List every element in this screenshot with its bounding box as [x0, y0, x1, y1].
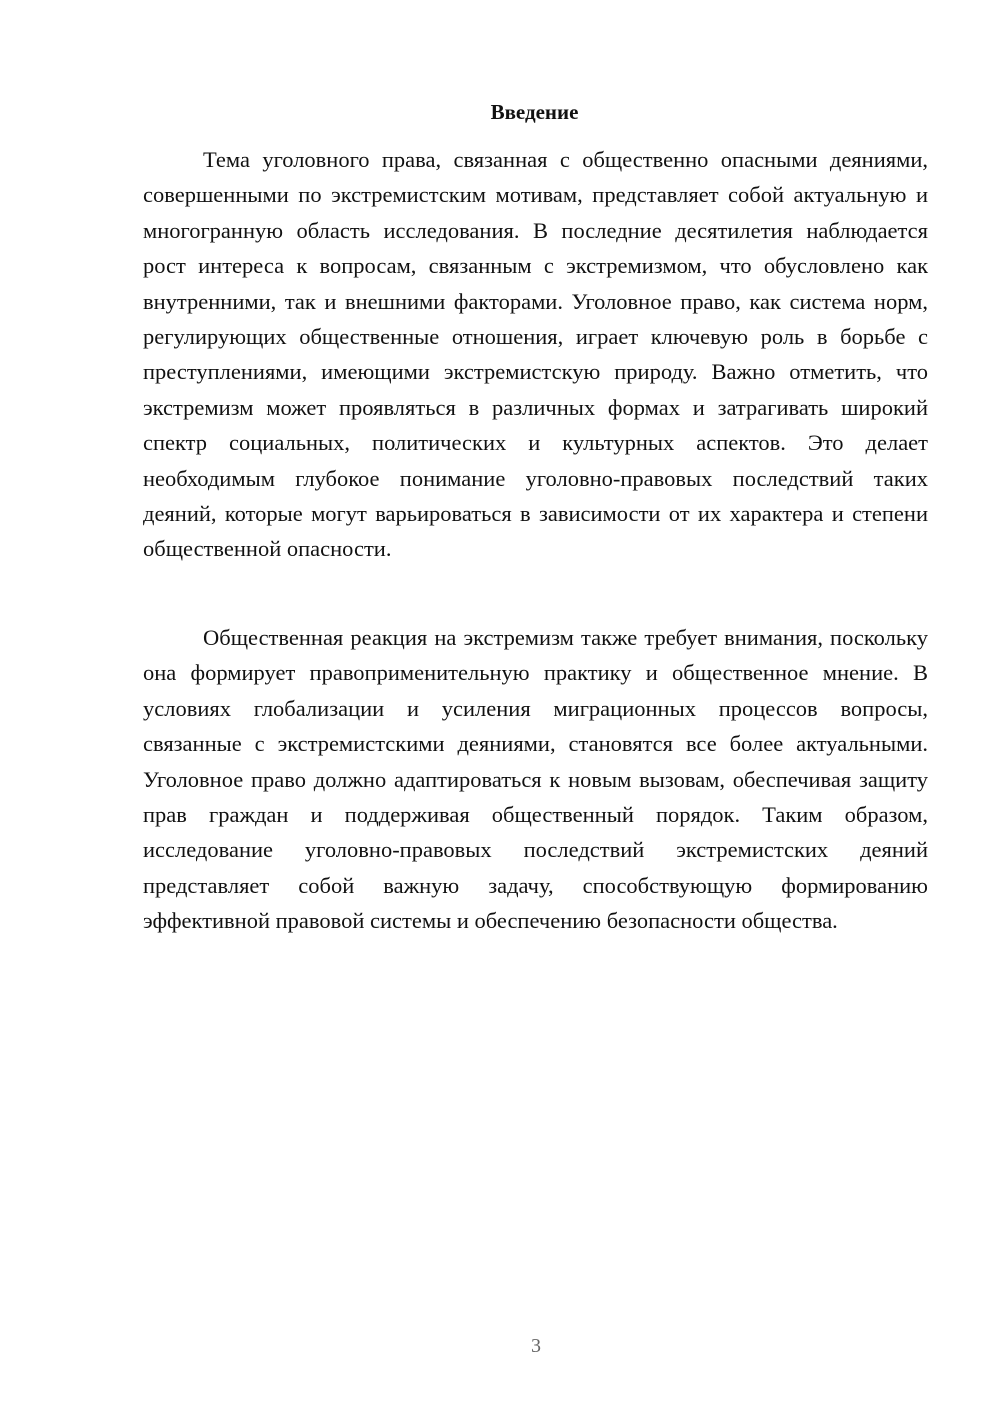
- page-number: 3: [531, 1335, 541, 1357]
- paragraph-2: Общественная реакция на экстремизм также требует внимания, поскольку она формирует правоприменительную практику и общественное мнение. В условиях глобализации и усиления миграционных процессов вопросы, связанные с экстремистскими деяниями, становятся все более актуальными. Уголовное право должно адаптироваться к новым вызовам, обеспечивая защиту прав граждан и поддерживая общественный порядок. Таким образом, исследование уголовно-правовых последствий экстремистских деяний представляет собой важную задачу, способствующую формированию эффективной правовой системы и обеспечению безопасности общества.: [143, 625, 928, 934]
- section-heading-text: Введение: [490, 100, 579, 124]
- paragraph-1: Тема уголовного права, связанная с общественно опасными деяниями, совершенными по экстремистским мотивам, представляет собой актуальную и многогранную область исследования. В последние десятилетия наблюдается рост интереса к вопросам, связанным с экстремизмом, что обусловлено как внутренними, так и внешними факторами. Уголовное право, как система норм, регулирующих общественные отношения, играет ключевую роль в борьбе с преступлениями, имеющими экстремистскую природу. Важно отметить, что экстремизм может проявляться в различных формах и затрагивать широкий спектр социальных, политических и культурных аспектов. Это делает необходимым глубокое понимание уголовно-правовых последствий таких деяний, которые могут варьироваться в зависимости от их характера и степени общественной опасности.: [143, 147, 928, 562]
- section-heading: [143, 98, 928, 126]
